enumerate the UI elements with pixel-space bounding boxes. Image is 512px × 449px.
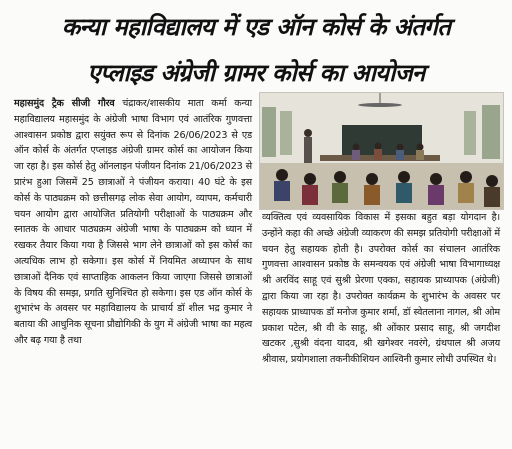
- classroom-photo-illustration: [260, 93, 503, 209]
- article-left-text: चंद्राकर/शासकीय माता कर्मा कन्या महाविद्यालय महासमुंद के अंग्रेजी भाषा विभाग एवं आतंरिक गुणवत्ता आश्वासन प्रकोष्ठ द्वारा सयुंक्त रूप से दिनांक 26/06/2023 से एड ऑन कोर्स के अंतर्गत एप्लाइड अंग्रेजी ग्रामर कोर्स का आयोजन किया जा रहा है। इस कोर्स हेतु ऑनलाइन पंजीयन दिनांक 21/06/2023 से प्रारंभ हुआ जिसमें 25 छात्राओं ने पंजीयन कराया। 40 घंटे के इस कोर्स के पाठ्यक्रम को छत्तीसगढ़ लोक सेवा आयोग, व्यापम, कर्मचारी चयन आयोग द्वारा आयोजित प्रतियोगी परीक्षाओं के पाठ्यक्रम और स्नातक के आधार पाठ्यक्रम अंग्रेजी भाषा के पाठ्यक्रम को ध्यान में रखकर तैयार किया गया है जिससे भाग लेने छात्राओं को इस कोर्स का अत्यधिक लाभ हो सकेगा। इस कोर्स में नियमित अध्यापन के साथ छात्राओं दैनिक एवं साप्ताहिक आकलन किया जाएगा जिससे छात्राओं के विषय की समझ, प्रगति सुनिश्चित हो सकेगा। इस एड ऑन कोर्स के शुभारंभ के अवसर पर महाविद्यालय के प्राचार्य डॉ शील भद्र कुमार ने बताया की आधुनिक सूचना प्रौद्योगिकी के युग में अंग्रेजी भाषा का महत्व और बढ़ गया है तथा: [14, 98, 253, 346]
- photo-speaker-body: [304, 137, 312, 163]
- dateline: महासमुंद ट्रैक सीजी गौरव: [14, 98, 115, 109]
- article-right-text: व्यक्तित्व एवं व्यवसायिक विकास में इसका बहुत बड़ा योगदान है। उन्होंने कहा की अच्छे अंग्रेजी व्याकरण की समझ प्रतियोगी परीक्षाओं में चयन हेतु सहायक होती है। उपरोक्त कोर्स का संचालन आतंरिक गुणवत्ता आश्वासन प्रकोष्ठ के समन्वयक एवं अंग्रेजी भाषा विभागाध्यक्ष श्री अरविंद साहू एवं सुश्री प्रेरणा एक्का, सहायक प्राध्यापक (अंग्रेजी) द्वारा किया जा रहा है। उपरोक्त कार्यक्रम के शुभारंभ के अवसर पर सहायक प्राध्यापक डॉ मनोज कुमार शर्मा, डॉ स्वेतलाना नागल, श्री ओम प्रकाश पटेल, श्री वी के साहू, श्री ओंकार प्रसाद साहू, श्री जगदीश खटकर ,सुश्री वंदना यादव, श्री खगेश्वर नवरंगे, ग्रंथपाल श्री अजय श्रीवास, प्रयोगशाला तकनीकीशियन आश्विनी कुमार लोधी उपस्थित थे।: [262, 212, 500, 366]
- headline-line-1: कन्या महाविद्यालय में एड ऑन कोर्स के अंतर्गत: [61, 13, 451, 41]
- photo-ceiling-fan: [358, 103, 402, 107]
- article-right-column: [262, 210, 500, 368]
- event-photo: [259, 92, 504, 210]
- photo-window-left-2: [280, 111, 292, 155]
- photo-window-right: [482, 105, 500, 159]
- article-left-column: [14, 96, 252, 349]
- photo-window-left: [262, 107, 276, 157]
- headline-line-2: एप्लाइड अंग्रेजी ग्रामर कोर्स का आयोजन: [87, 59, 425, 87]
- photo-window-right-2: [464, 111, 476, 155]
- photo-speaker-head: [304, 129, 312, 137]
- article-left-paragraph: [14, 96, 252, 349]
